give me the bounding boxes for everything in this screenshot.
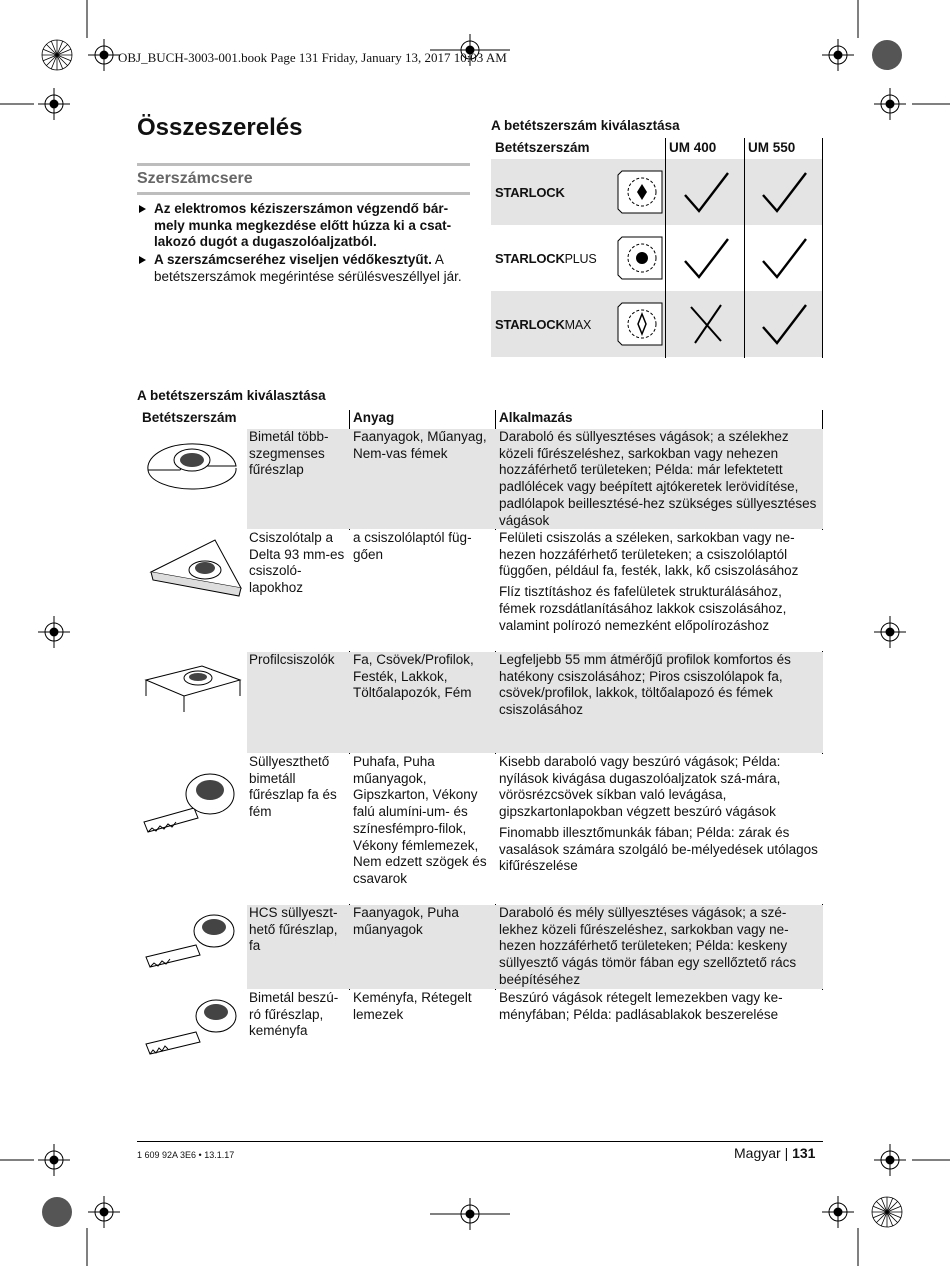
material: Puhafa, Puha műanyagok, Gipszkarton, Vékony falú alumíni-um- és színesfémpro-filok, Vékony fémlemezek, Nem edzett szögek és csavarok [353,754,487,886]
tool-name: HCS süllyeszt-hető fűrészlap, fa [249,905,338,954]
plunge-saw-blade-illustration [140,760,244,840]
compat-header-um550: UM 550 [748,140,796,155]
starlock-plus-tool-icon [616,225,664,291]
material: Keményfa, Rétegelt lemezek [353,990,472,1022]
compat-header-tool: Betétszerszám [495,140,590,155]
triangle-bullet-icon [139,256,146,264]
table-row [247,652,823,753]
starlock-max-tool-icon [616,291,664,357]
material: Fa, Csövek/Profilok, Festék, Lakkok, Töltőalapozók, Fém [353,652,474,701]
compat-row [491,159,823,225]
starlock-plus-logo: STARLOCKPLUS [495,251,597,266]
bullet-item [137,201,472,251]
application-paragraph: Finomabb illesztőmunkák fában; Példa: zárak és vasalások számára szolgáló be-mélyedések utólagos kifűrészelése [499,824,818,874]
compat-divider [665,138,666,358]
main-header-material: Anyag [353,410,395,425]
footer-rule [137,1141,823,1142]
main-header-tool: Betétszerszám [142,410,237,425]
application: Beszúró vágások rétegelt lemezekben vagy ke-ményfában; Példa: padlásablakok beszerelése [499,990,783,1022]
compat-table-header [491,138,823,158]
table-row [247,530,823,651]
page-number: 131 [792,1145,816,1161]
safety-bullets [137,201,472,287]
check-icon [673,225,743,291]
check-icon [751,291,821,357]
table-row [247,754,823,904]
subtitle-rule-top [137,163,470,166]
application-paragraph: Kisebb daraboló vagy beszúró vágások; Példa: nyílások kivágása dugaszolóaljzatok szá-mára, vörösrézcsövek síkban való levágása, gipszkartonlapokban végzett beszúró vágások [499,754,781,820]
book-header-line: OBJ_BUCH-3003-001.book Page 131 Friday, January 13, 2017 10:03 AM [118,50,507,65]
footer-language: Magyar [734,1145,781,1161]
cross-icon [673,291,743,357]
segment-saw-blade-illustration [140,430,244,490]
plunge-cut-blade-hardwood-illustration [140,990,244,1060]
compat-row [491,225,823,291]
compat-header-um400: UM 400 [669,140,717,155]
footer-page [734,1145,815,1161]
compat-table-title: A betétszerszám kiválasztása [491,118,680,133]
sanding-plate-illustration [145,532,245,602]
profile-sander-illustration [140,656,244,714]
check-icon [673,159,743,225]
footer-separator: | [784,1145,793,1161]
main-table-title: A betétszerszám kiválasztása [137,388,326,403]
application: Legfeljebb 55 mm átmérőjű profilok komfortos és hatékony csiszolásához; Piros csiszolólapok fa, csövek/profilok, lakkok, töltőalapozó és fémek csiszolásához [499,652,791,718]
starlock-max-logo: STARLOCKMAX [495,317,592,332]
application: Daraboló és süllyesztéses vágások; a szélekhez közeli fűrészeléshez, sarkokban vagy nehezen hozzáférhető területeken; Példa: már lefektetett padlólécek vagy beépített ajtókeretek lerövidítése, padlólapok beillesztésé-hez szükséges süllyesztéses vágások [499,429,817,528]
starlock-tool-icon [616,159,664,225]
compat-divider [744,138,745,358]
compat-divider [822,138,823,358]
triangle-bullet-icon [139,205,146,213]
application [499,754,821,875]
bullet-item [137,252,472,285]
table-row [247,905,823,989]
check-icon [751,225,821,291]
bullet-bold-text: A szerszámcseréhez viseljen védőkesztyűt. [154,252,432,268]
bullet-bold-text: Az elektromos kéziszerszámon végzendő bár-mely munka megkezdése előtt húzza ki a csat-lakozó dugót a dugaszolóaljzatból. [154,201,452,250]
footer-code: 1 609 92A 3E6 • 13.1.17 [137,1150,235,1160]
table-row [247,429,823,529]
tool-name: Bimetál több-szegmenses fűrészlap [249,429,329,478]
material: Faanyagok, Műanyag, Nem-vas fémek [353,429,487,461]
application [499,530,821,634]
application-paragraph: Felületi csiszolás a széleken, sarkokban vagy ne-hezen hozzáférhető területeken; a csiszolólaptól függően, például fa, festék, lakk, kő csiszolásához [499,530,799,579]
compat-table [491,138,823,358]
hcs-plunge-saw-blade-illustration [140,905,244,975]
material: Faanyagok, Puha műanyagok [353,905,459,937]
section-subtitle: Szerszámcsere [137,170,253,187]
application: Daraboló és mély süllyesztéses vágások; a szé-lekhez közeli fűrészeléshez, sarkokban vagy ne-hezen hozzáférhető területeken; Példa: keskeny süllyesztő vágás tömör fában egy szellőztető rács beépítéséhez [499,905,797,987]
material: a csiszolólaptól füg-gően [353,530,472,562]
subtitle-rule-bottom [137,192,470,195]
tool-name: Bimetál beszú-ró fűrészlap, keményfa [249,990,339,1039]
tool-name: Csiszolótalp a Delta 93 mm-es csiszoló-lapokhoz [249,530,345,596]
tool-name: Profilcsiszolók [249,652,335,667]
starlock-logo: STARLOCK [495,185,565,200]
table-row [247,990,823,1062]
main-header-use: Alkalmazás [499,410,573,425]
page-title: Összeszerelés [137,114,303,141]
compat-row [491,291,823,357]
application-paragraph: Flíz tisztításhoz és fafelületek strukturálásához, fémek rozsdátlanításához lakkok csiszolásához, valamint polírozó nemezként előpolírozáshoz [499,584,787,633]
tool-name: Süllyeszthető bimetáll fűrészlap fa és fém [249,754,337,820]
bullet-text: A betétszerszámok megérintése sérülésveszéllyel jár. [154,252,462,284]
check-icon [751,159,821,225]
